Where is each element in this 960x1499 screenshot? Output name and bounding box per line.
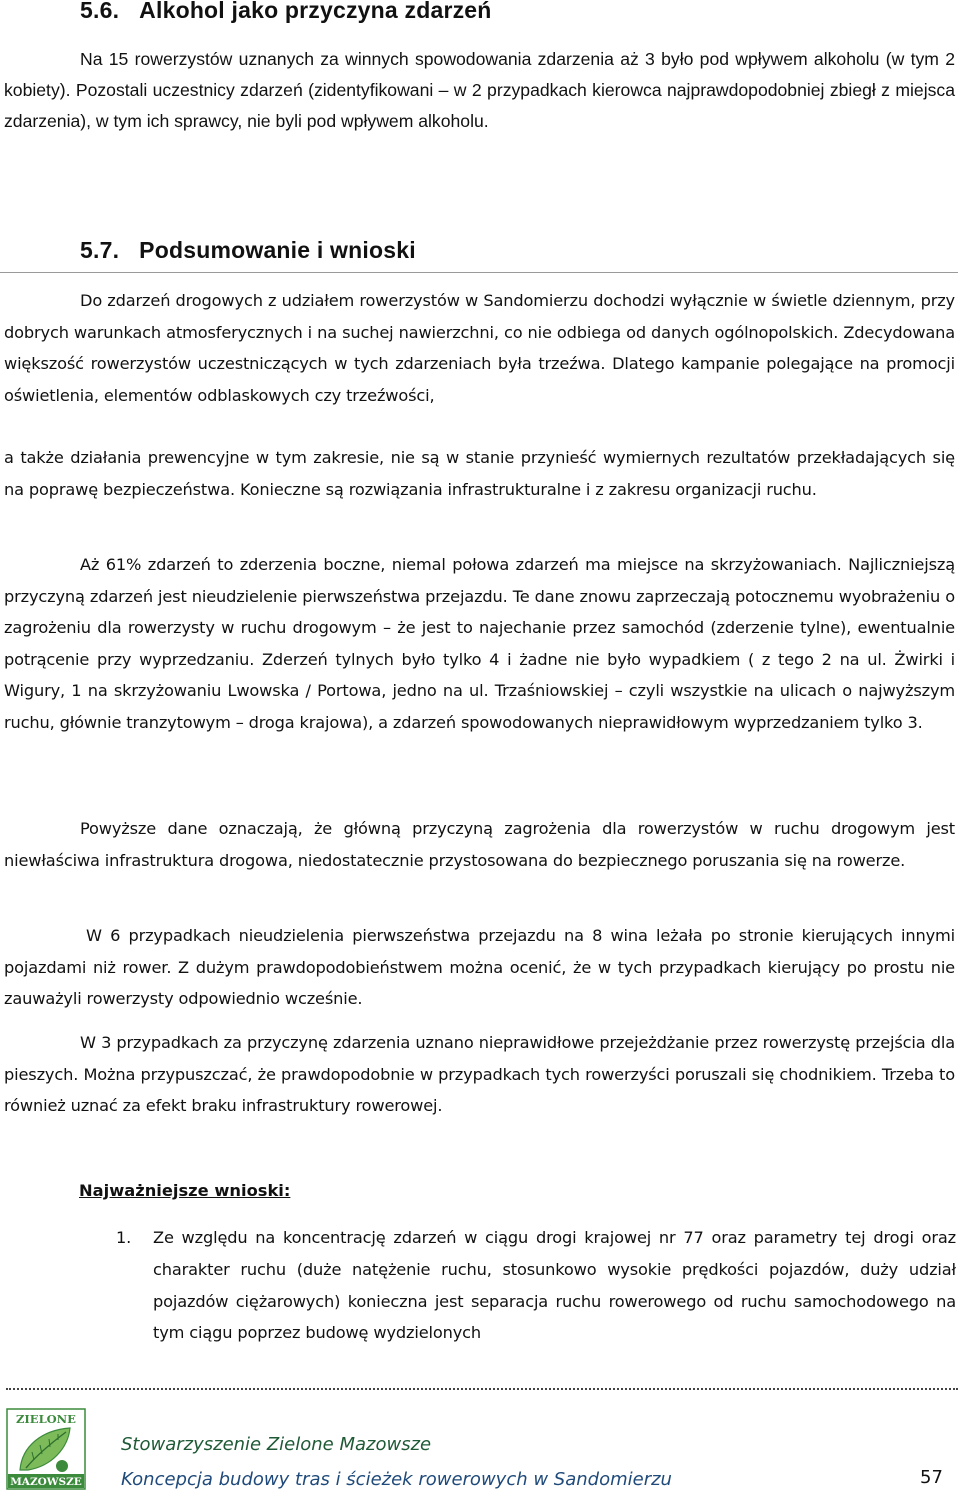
summary-paragraph-5: W 6 przypadkach nieudzielenia pierwszeństwa przejazdu na 8 wina leżała po stronie kierujących innymi pojazdami niż rower. Z dużym prawdopodobieństwem można ocenić, że w tych przypadkach kierujący po prostu nie zauważyli rowerzysty odpowiednio wcześnie. [4,926,955,1008]
section-5-7-title: Podsumowanie i wnioski [139,237,416,263]
section-divider [0,272,958,273]
page-number: 57 [920,1467,943,1488]
summary-paragraph-4: Powyższe dane oznaczają, że główną przyczyną zagrożenia dla rowerzystów w ruchu drogowym jest niewłaściwa infrastruktura drogowa, niedostatecznie przystosowana do bezpiecznego poruszania się na rowerze. [4,819,955,870]
zielone-mazowsze-logo [6,1408,86,1490]
conclusions-heading: Najważniejsze wnioski: [79,1181,291,1200]
section-5-6-paragraph: Na 15 rowerzystów uznanych za winnych spowodowania zdarzenia aż 3 było pod wpływem alkoholu (w tym 2 kobiety). Pozostali uczestnicy zdarzeń (zidentyfikowani – w 2 przypadkach kierowca najprawdopodobniej zbiegł z miejsca zdarzenia), w tym ich sprawcy, nie byli pod wpływem alkoholu. [4,49,955,131]
summary-paragraph-1: Do zdarzeń drogowych z udziałem rowerzystów w Sandomierzu dochodzi wyłącznie w świetle dziennym, przy dobrych warunkach atmosferycznych i na suchej nawierzchni, co nie odbiega od danych ogólnopolskich. Zdecydowana większość rowerzystów uczestniczących w tych zdarzeniach była trzeźwa. Dlatego kampanie polegające na promocji oświetlenia, elementów odblaskowych czy trzeźwości, [4,291,955,405]
list-item-text: Ze względu na koncentrację zdarzeń w ciągu drogi krajowej nr 77 oraz parametry tej drogi oraz charakter ruchu (duże natężenie ruchu, stosunkowo wysokie prędkości pojazdów, duży udział pojazdów ciężarowych) konieczna jest separacja ruchu rowerowego od ruchu samochodowego na tym ciągu poprzez budowę wydzielonych [153,1228,956,1343]
logo-text-top: ZIELONE [16,1412,76,1426]
section-5-7-heading [80,237,416,264]
section-5-6-number: 5.6. [80,0,120,23]
section-5-7-number: 5.7. [80,237,120,263]
section-5-6-heading [80,0,492,24]
section-5-6-title: Alkohol jako przyczyna zdarzeń [139,0,492,23]
footer-divider [6,1388,958,1390]
summary-paragraph-6: W 3 przypadkach za przyczynę zdarzenia uznano nieprawidłowe przejeżdżanie przez rowerzystę przejścia dla pieszych. Można przypuszczać, że prawdopodobnie w przypadkach tych rowerzyści poruszali się chodnikiem. Trzeba to również uznać za efekt braku infrastruktury rowerowej. [4,1033,955,1115]
list-item-marker: 1. [116,1228,132,1247]
summary-paragraph-2: a także działania prewencyjne w tym zakresie, nie są w stanie przynieść wymiernych rezultatów przekładających się na poprawę bezpieczeństwa. Konieczne są rozwiązania infrastrukturalne i z zakresu organizacji ruchu. [4,448,955,499]
footer-organization: Stowarzyszenie Zielone Mazowsze [121,1434,432,1455]
summary-paragraph-3: Aż 61% zdarzeń to zderzenia boczne, niemal połowa zdarzeń ma miejsce na skrzyżowaniach. Najliczniejszą przyczyną zdarzeń jest nieudzielenie pierwszeństwa przejazdu. Te dane znowu zaprzeczają potocznemu wyobrażeniu o zagrożeniu dla rowerzysty w ruchu drogowym – że jest to najechanie przez samochód (zderzenie tylne), ewentualnie potrącenie przy wyprzedzaniu. Zderzeń tylnych było tylko 4 i żadne nie było wypadkiem ( z tego 2 na ul. Żwirki i Wigury, 1 na skrzyżowaniu Lwowska / Portowa, jedno na ul. Trzaśniowskiej – czyli wszystkie na ulicach o najwyższym ruchu, głównie tranzytowym – droga krajowa), a zdarzeń spowodowanych nieprawidłowym wyprzedzaniem tylko 3. [4,555,955,732]
logo-text-bottom: MAZOWSZE [10,1476,82,1488]
footer-document-title: Koncepcja budowy tras i ścieżek rowerowych w Sandomierzu [121,1469,672,1490]
